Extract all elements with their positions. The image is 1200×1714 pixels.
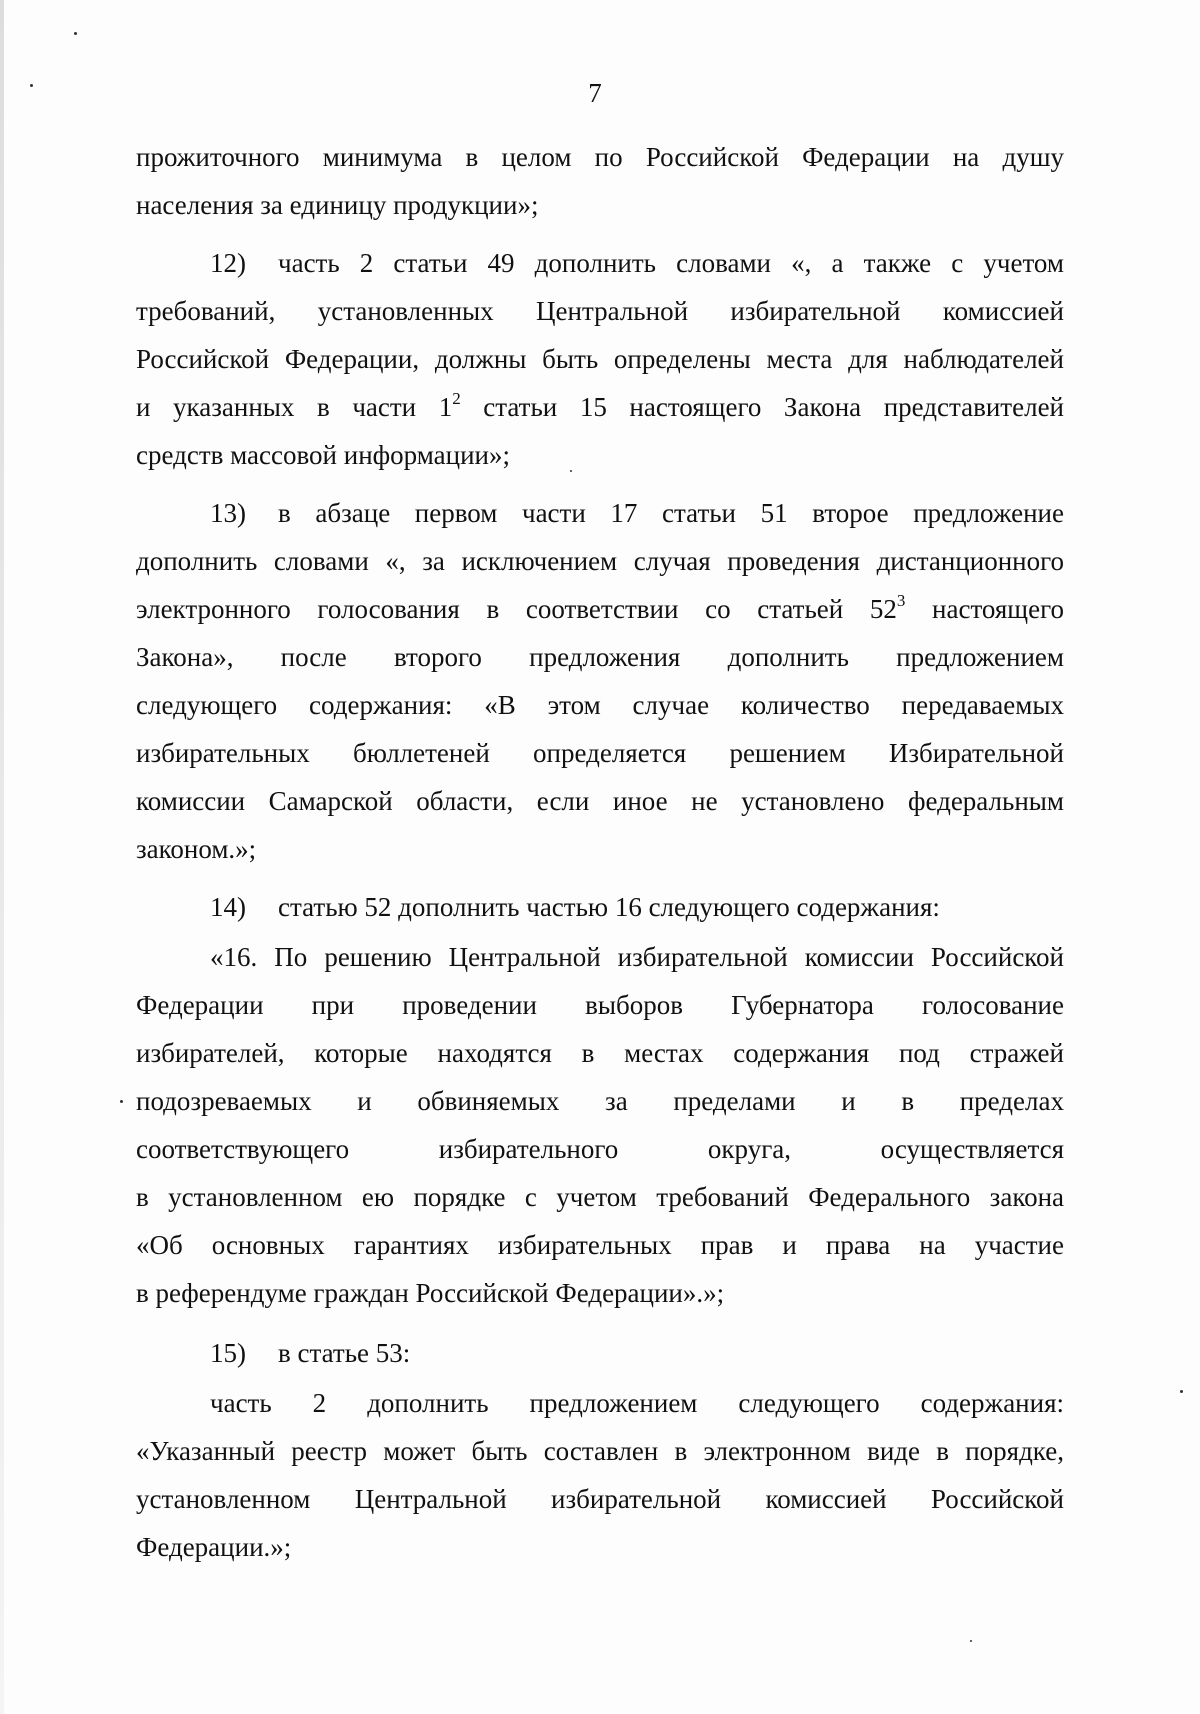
text-line: в референдуме граждан Российской Федерации».»; [136, 1278, 725, 1308]
superscript: 3 [896, 591, 906, 610]
list-item-14 [210, 890, 1064, 924]
text-line: в статье 53: [278, 1338, 411, 1368]
scan-speck [970, 1640, 972, 1642]
text-line: и указанных в части $1^2$ статьи 15 настоящего Закона представителей [136, 389, 1065, 422]
superscript: 2 [452, 389, 461, 408]
text-line: прожиточного минимума в целом по Российской Федерации на душу [136, 142, 1064, 172]
text-line: населения за единицу продукции»; [136, 190, 539, 220]
text-line: электронного голосования в соответствии со статьей $52^3$ настоящего [136, 591, 1064, 624]
text-line: Федерации.»; [136, 1532, 292, 1562]
scan-speck [30, 84, 33, 87]
text-line: следующего содержания: «В этом случае количество передаваемых [136, 690, 1064, 720]
item-number: 15) [210, 1338, 246, 1368]
text-line: требований, установленных Центральной избирательной комиссией [136, 296, 1064, 326]
scan-speck [1180, 1390, 1183, 1393]
text-line: часть 2 статьи 49 дополнить словами «, а также с учетом [278, 248, 1064, 278]
text-line: избирательных бюллетеней определяется решением Избирательной [136, 738, 1064, 768]
text-line: установленном Центральной избирательной комиссией Российской [136, 1484, 1064, 1514]
list-item-13 [210, 496, 1064, 530]
text-line: Российской Федерации, должны быть определены места для наблюдателей [136, 344, 1064, 374]
text-line: комиссии Самарской области, если иное не установлено федеральным [136, 786, 1064, 816]
text-line: «16. По решению Центральной избирательной комиссии Российской [210, 942, 1064, 972]
text-line: «Об основных гарантиях избирательных прав и права на участие [136, 1230, 1064, 1260]
text-line: подозреваемых и обвиняемых за пределами и в пределах [136, 1086, 1064, 1116]
item-number: 12) [210, 248, 246, 278]
text-line: избирателей, которые находятся в местах содержания под стражей [136, 1038, 1064, 1068]
text-line: «Указанный реестр может быть составлен в электронном виде в порядке, [136, 1436, 1064, 1466]
page-number: 7 [588, 78, 602, 108]
list-item-15 [210, 1336, 1064, 1370]
text-line: часть 2 дополнить предложением следующего содержания: [210, 1388, 1064, 1418]
scan-speck [120, 1100, 123, 1103]
item-number: 13) [210, 498, 246, 528]
text-line: статью 52 дополнить частью 16 следующего содержания: [278, 892, 940, 922]
list-item-12 [210, 246, 1064, 280]
scan-edge-shadow [0, 0, 4, 1714]
text-line: соответствующего избирательного округа, осуществляется [136, 1134, 1064, 1164]
text-line: в установленном ею порядке с учетом требований Федерального закона [136, 1182, 1064, 1212]
text-line: законом.»; [136, 834, 257, 864]
text-line: Закона», после второго предложения дополнить предложением [136, 642, 1064, 672]
text-line: средств массовой информации»; [136, 440, 510, 470]
scan-speck [74, 32, 77, 35]
text-line: в абзаце первом части 17 статьи 51 второе предложение [278, 498, 1064, 528]
text-line: Федерации при проведении выборов Губернатора голосование [136, 990, 1064, 1020]
text-line: дополнить словами «, за исключением случая проведения дистанционного [136, 546, 1064, 576]
scan-speck [570, 470, 572, 472]
item-number: 14) [210, 892, 246, 922]
